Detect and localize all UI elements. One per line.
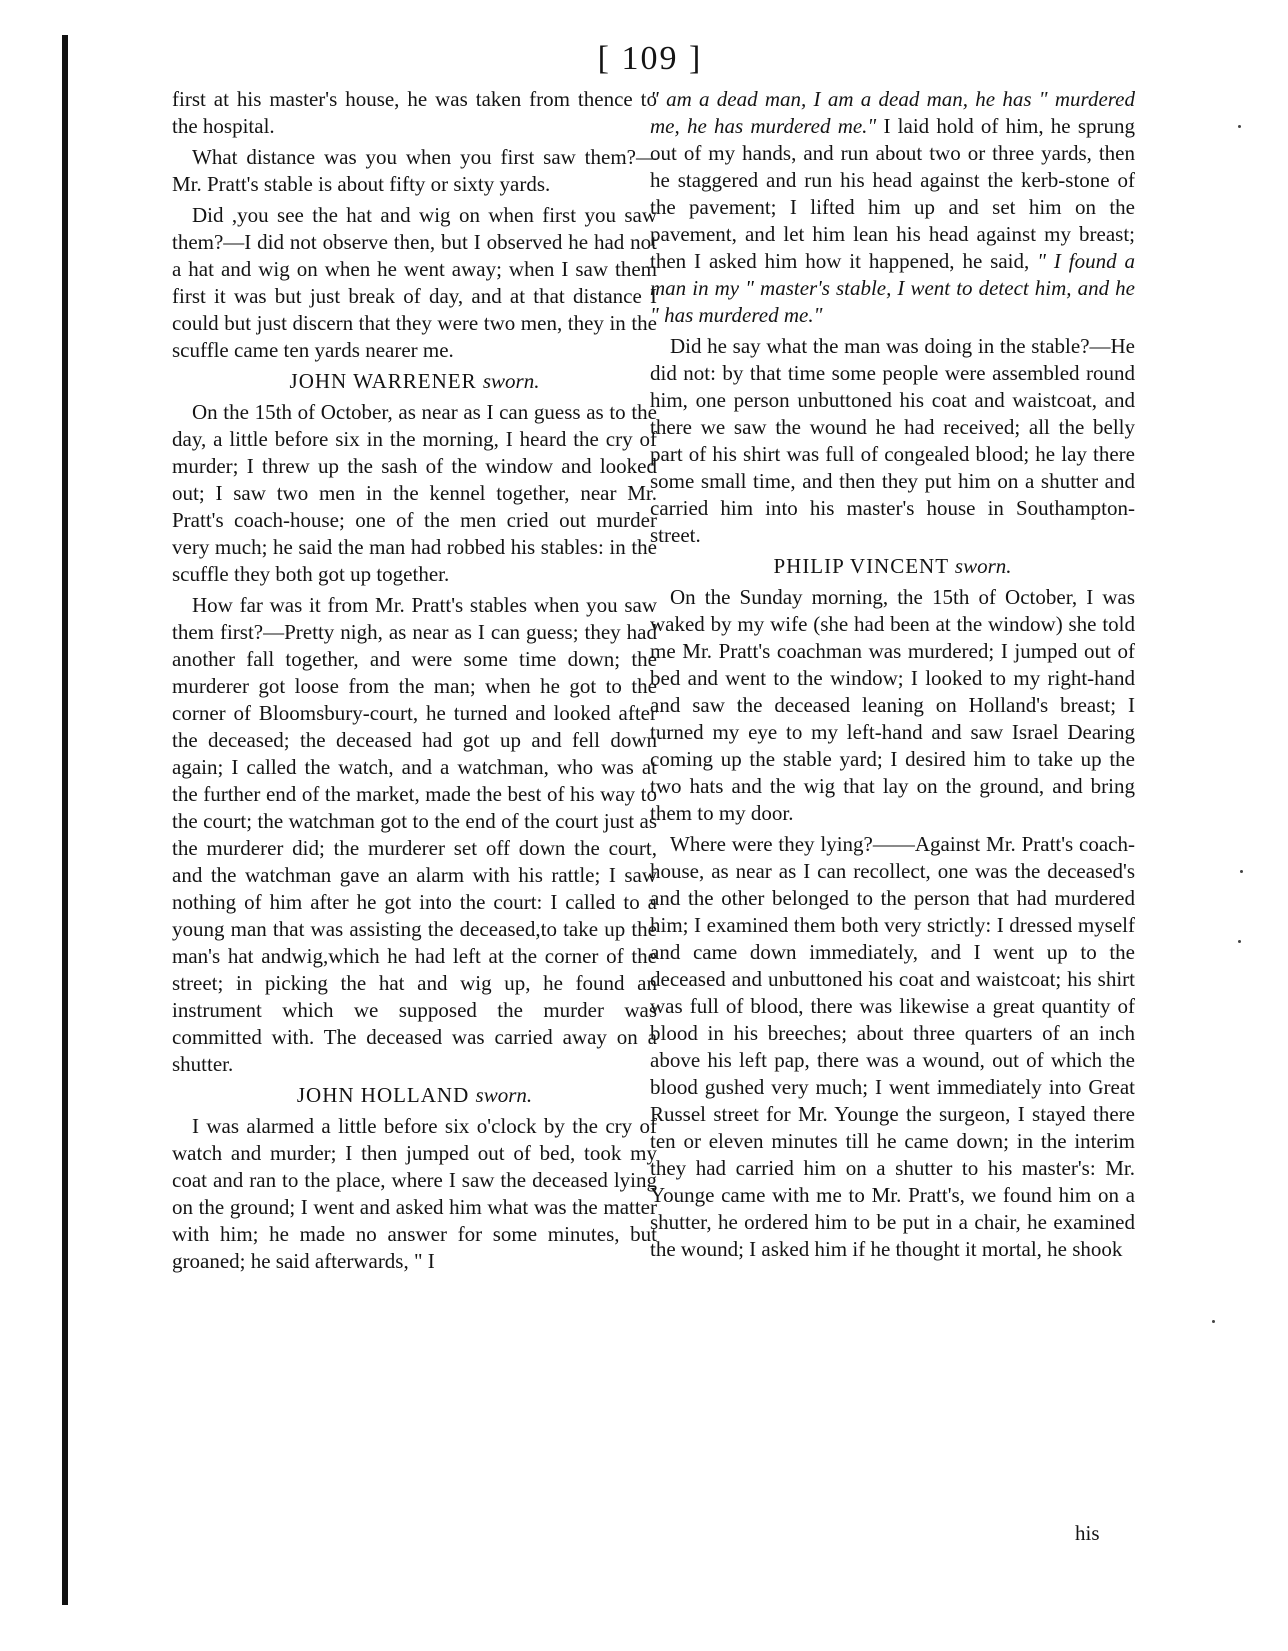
print-speck xyxy=(1238,125,1241,128)
right-column xyxy=(650,86,1135,1267)
paragraph: On the 15th of October, as near as I can guess as to the day, a little before six in the morning, I heard the cry of murder; I threw up the sash of the window and looked out; I saw two men in the kennel together, near Mr. Pratt's coach-house; one of the men cried out murder very much; he said the man had robbed his stables: in the scuffle they both got up together. xyxy=(172,400,657,586)
paragraph: Where were they lying?——Against Mr. Pratt's coach-house, as near as I can recollect, one was the deceased's and the other belonged to the person that had murdered him; I examined them both very strictly: I dressed myself and came down immediately, and I went up to the deceased and unbuttoned his coat and waistcoat; his shirt was full of blood, there was likewise a great quantity of blood in his breeches; about three quarters of an inch above his left pap, there was a wound, out of which the blood gushed very much; I went immediately into Great Russel street for Mr. Younge the surgeon, I stayed there ten or eleven minutes till he came down; in the interim they had carried him on a shutter to his master's: Mr. Younge came with me to Mr. Pratt's, we found him on a shutter, he ordered him to be put in a chair, he examined the wound; I asked him if he thought it mortal, he shook xyxy=(650,832,1135,1261)
catchword: his xyxy=(1075,1521,1100,1545)
witness-name: JOHN HOLLAND xyxy=(296,1083,470,1107)
witness-name: JOHN WARRENER xyxy=(289,369,477,393)
witness-heading xyxy=(172,1082,657,1109)
paragraph: Did ,you see the hat and wig on when first you saw them?—I did not observe then, but I observed he had not a hat and wig on when he went away; when I saw them first it was but just break of day, and at that distance I could but just discern that they were two men, they in the scuffle came ten yards nearer me. xyxy=(172,203,657,362)
left-column xyxy=(172,86,657,1279)
paragraph: Did he say what the man was doing in the stable?—He did not: by that time some people were assembled round him, one person unbuttoned his coat and waistcoat, and there we saw the wound he had received; all the belly part of his shirt was full of congealed blood; he lay there some small time, and then they put him on a shutter and carried him into his master's house in Southampton-street. xyxy=(650,334,1135,547)
paragraph: I was alarmed a little before six o'clock by the cry of watch and murder; I then jumped out of bed, took my coat and ran to the place, where I saw the deceased lying on the ground; I went and asked him what was the matter with him; he made no answer for some minutes, but groaned; he said afterwards, " I xyxy=(172,1114,657,1273)
quoted-speech: " am a dead man, I am a dead man, he has " murdered me, he has murdered me." xyxy=(650,87,1135,138)
sworn-label: sworn. xyxy=(482,369,540,393)
paragraph: first at his master's house, he was taken from thence to the hospital. xyxy=(172,87,657,138)
binding-edge xyxy=(62,35,68,1605)
paragraph-text: I laid hold of him, he sprung out of my hands, and run about two or three yards, then he staggered and run his head against the kerb-stone of the pavement; I lifted him up and set him on the pavement, and let him lean his head against my breast; then I asked him how it happened, he said, xyxy=(650,114,1135,273)
print-speck xyxy=(1240,870,1243,873)
witness-heading xyxy=(172,368,657,395)
page-number: [ 109 ] xyxy=(597,40,703,77)
witness-heading xyxy=(650,553,1135,580)
sworn-label: sworn. xyxy=(475,1083,533,1107)
sworn-label: sworn. xyxy=(954,554,1012,578)
paragraph: How far was it from Mr. Pratt's stables when you saw them first?—Pretty nigh, as near as I can guess; they had another fall together, and were some time down; the murderer got loose from the man; when he got to the corner of Bloomsbury-court, he turned and looked after the deceased; the deceased had got up and fell down again; I called the watch, and a watchman, who was at the further end of the market, made the best of his way to the court; the watchman got to the end of the court just as the murderer did; the murderer set off down the court, and the watchman gave an alarm with his rattle; I saw nothing of him after he got into the court: I called to a young man that was assisting the deceased,to take up the man's hat andwig,which he had left at the corner of the street; in picking the hat and wig up, he found an instrument which we supposed the murder was committed with. The deceased was carried away on a shutter. xyxy=(172,593,657,1076)
paragraph: On the Sunday morning, the 15th of October, I was waked by my wife (she had been at the window) she told me Mr. Pratt's coachman was murdered; I jumped out of bed and went to the window; I looked to my right-hand and saw the deceased leaning on Holland's breast; I turned my eye to my left-hand and saw Israel Dearing coming up the stable yard; I desired him to take up the two hats and the wig that lay on the ground, and bring them to my door. xyxy=(650,585,1135,825)
print-speck xyxy=(1238,940,1241,943)
print-speck xyxy=(1212,1320,1215,1323)
witness-name: PHILIP VINCENT xyxy=(773,554,949,578)
paragraph xyxy=(650,86,1135,329)
paragraph: What distance was you when you first saw them?—Mr. Pratt's stable is about fifty or sixty yards. xyxy=(172,145,657,196)
quoted-speech: " I found a man in my " master's stable, I went to detect him, and he " has murdered me." xyxy=(650,249,1135,327)
